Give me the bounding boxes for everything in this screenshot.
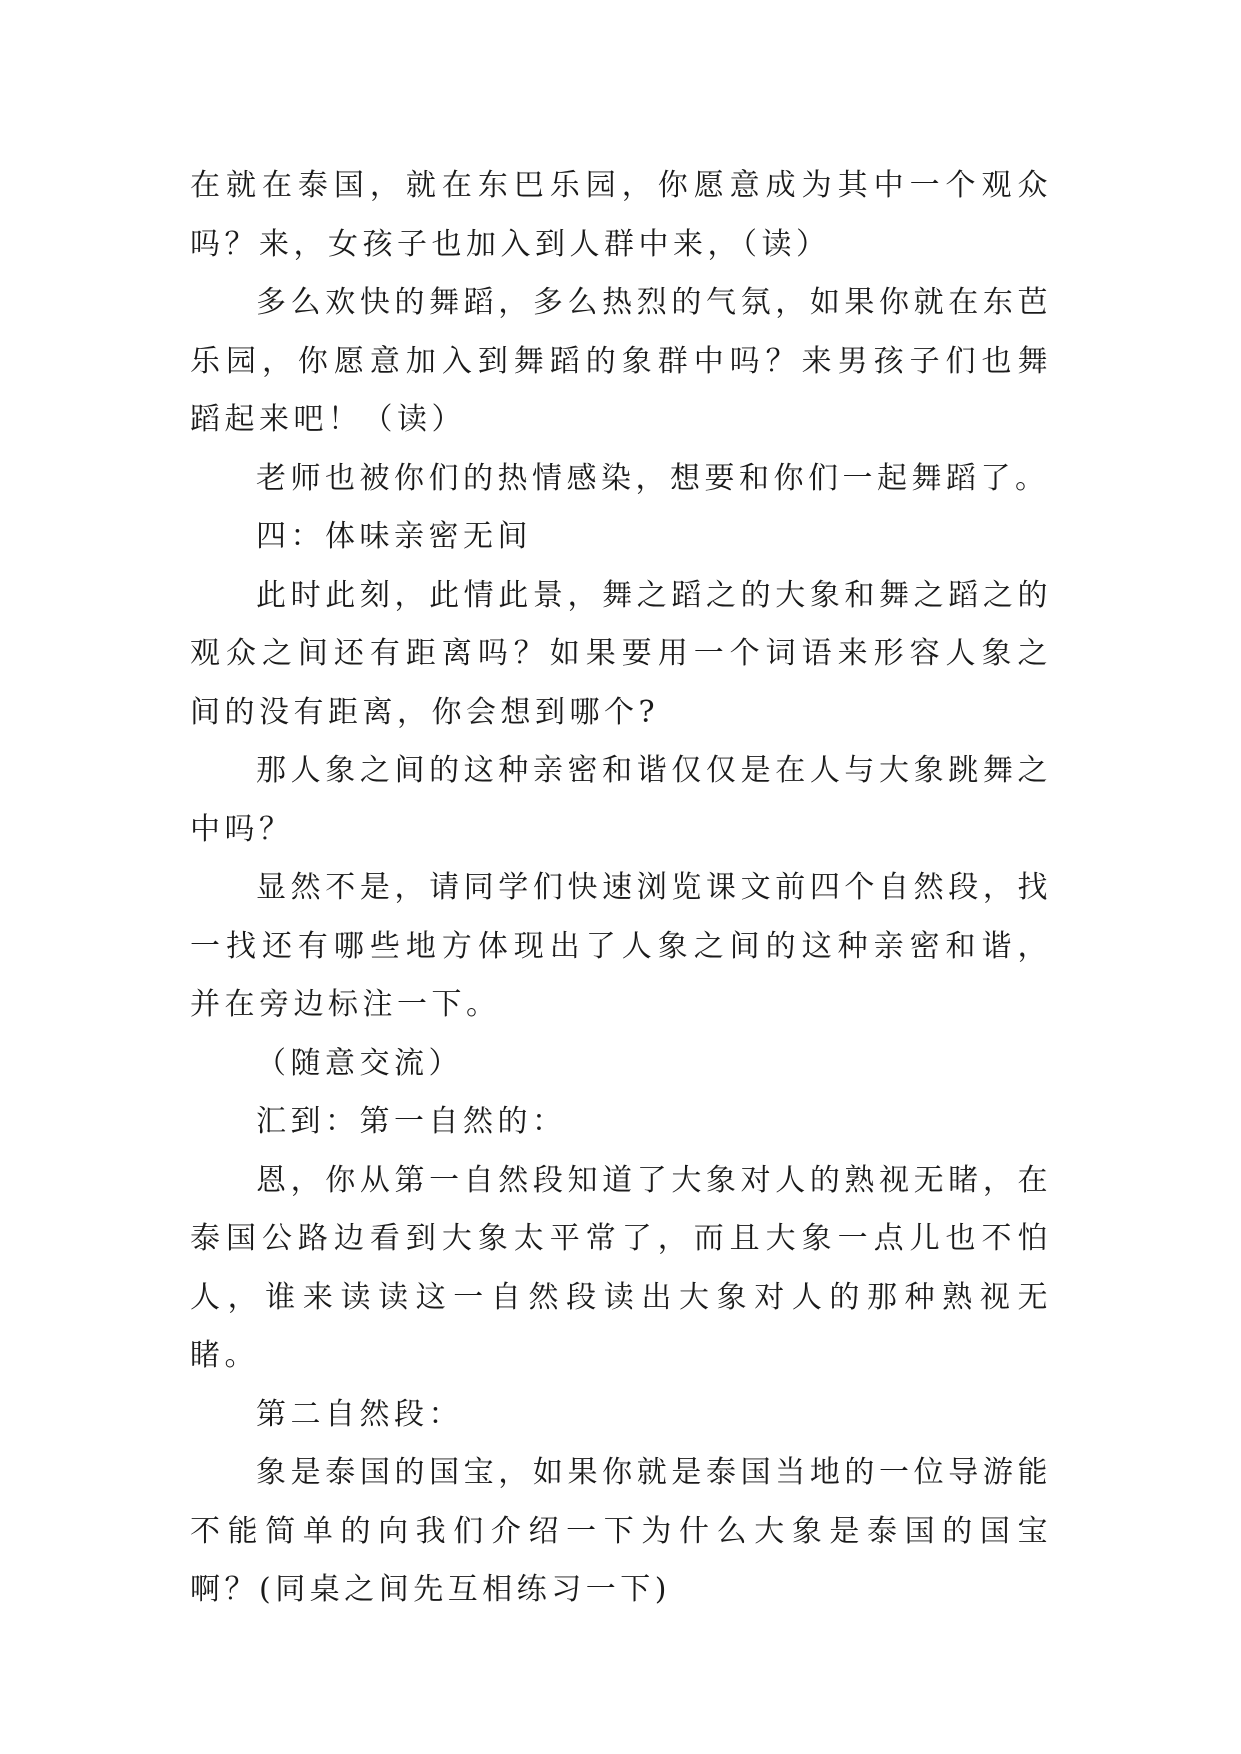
paragraph-9: 汇到：第一自然的： <box>256 1104 567 1139</box>
paragraph-2: 多么欢快的舞蹈，多么热烈的气氛，如果你就在东芭乐园，你愿意加入到舞蹈的象群中吗？来男孩子们也舞蹈起来吧！（读） <box>190 285 1052 437</box>
paragraph-8: （随意交流） <box>256 1045 463 1081</box>
paragraph-1: 在就在泰国，就在东巴乐园，你愿意成为其中一个观众吗？来，女孩子也加入到人群中来，（读） <box>190 168 1052 262</box>
paragraph-11: 第二自然段： <box>256 1396 463 1432</box>
paragraph-5: 此时此刻，此情此景，舞之蹈之的大象和舞之蹈之的观众之间还有距离吗？如果要用一个词语来形容人象之间的没有距离，你会想到哪个? <box>190 577 1052 730</box>
paragraph-3: 老师也被你们的热情感染，想要和你们一起舞蹈了。 <box>256 460 1050 496</box>
paragraph-6: 那人象之间的这种亲密和谐仅仅是在人与大象跳舞之中吗？ <box>190 753 1052 847</box>
paragraph-10: 恩，你从第一自然段知道了大象对人的熟视无睹，在泰国公路边看到大象太平常了，而且大象一点儿也不怕人，谁来读读这一自然段读出大象对人的那种熟视无睹。 <box>190 1162 1052 1373</box>
paragraph-12: 象是泰国的国宝，如果你就是泰国当地的一位导游能不能简单的向我们介绍一下为什么大象是泰国的国宝啊？(同桌之间先互相练习一下) <box>190 1455 1052 1607</box>
document-body <box>190 157 1052 1620</box>
paragraph-7: 显然不是，请同学们快速浏览课文前四个自然段，找一找还有哪些地方体现出了人象之间的这种亲密和谐，并在旁边标注一下。 <box>190 870 1052 1022</box>
section-heading-4: 四：体味亲密无间 <box>256 519 532 554</box>
